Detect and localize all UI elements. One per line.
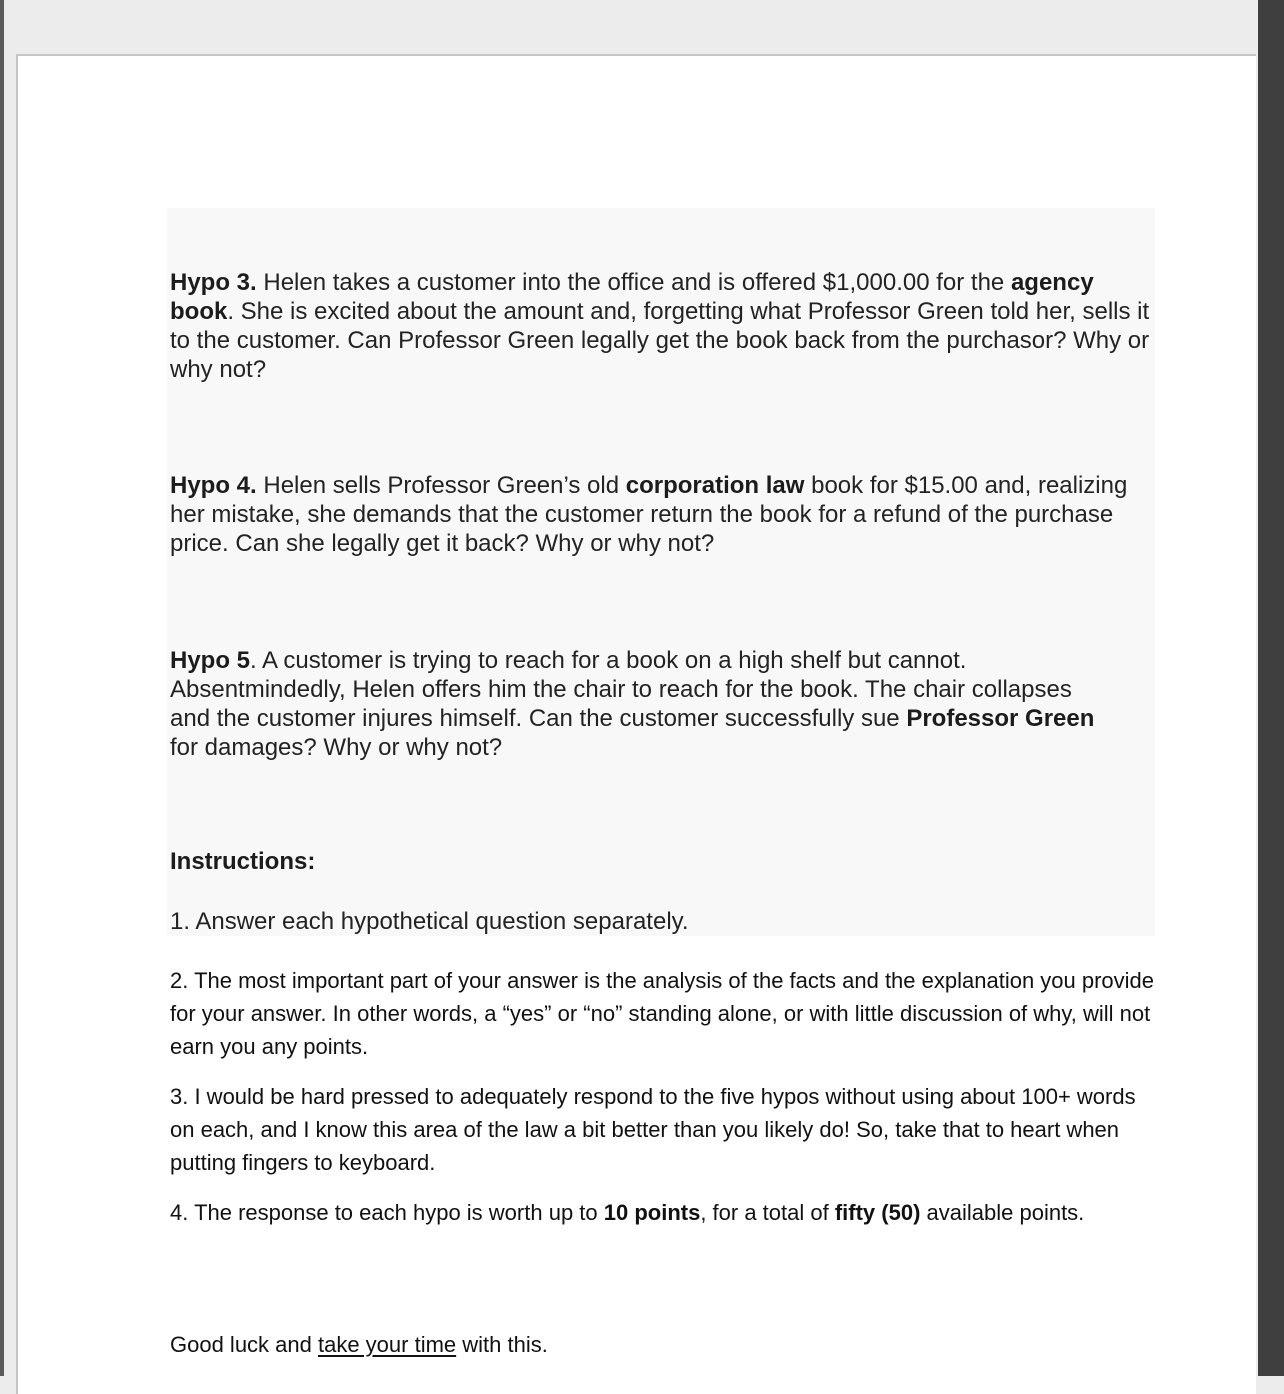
hypo-4-paragraph [170, 471, 1160, 558]
instruction-item-3: 3. I would be hard pressed to adequately respond to the five hypos without using about 100+ words on each, and I know this area of the law a bit better than you likely do! So, take that to heart when putting fingers to keyboard. [170, 1084, 1136, 1175]
item4-total: fifty (50) [834, 1200, 921, 1225]
item4-text-e: available points. [920, 1200, 1085, 1225]
item4-points: 10 points [603, 1200, 701, 1225]
hypo-4-text-b: book for $15.00 and, realizing her mistake, she demands that the customer return the book for a refund of the purchase price. Can she legally get it back? Why or why not? [170, 472, 1128, 557]
instructions-heading: Instructions: [170, 848, 316, 875]
closing-text-c: with this. [456, 1332, 548, 1357]
window-left-edge [0, 0, 4, 1376]
instruction-item-2: 2. The most important part of your answer is the analysis of the facts and the explanation you provide for your answer. In other words, a “yes” or “no” standing alone, or with little discussion of why, will not earn you any points. [170, 968, 1155, 1059]
closing-underlined: take your time [317, 1332, 457, 1357]
hypo-5-text-b: for damages? Why or why not? [170, 734, 503, 761]
instruction-item-4 [170, 1196, 1160, 1229]
hypo-5-text-a: . A customer is trying to reach for a book on a high shelf but cannot. Absentmindedly, Helen offers him the chair to reach for the book. The chair collapses and the customer injures himself. Can the customer successfully sue [170, 647, 1072, 732]
window-scrollbar-track[interactable] [1258, 0, 1284, 1376]
hypo-3-bold: agency book [170, 269, 1094, 325]
hypo-4-label: Hypo 4. [170, 472, 257, 499]
hypo-4-bold: corporation law [625, 472, 805, 499]
hypo-3-label: Hypo 3. [170, 269, 257, 296]
hypo-3-text-a: Helen takes a customer into the office and is offered $1,000.00 for the [256, 269, 1011, 296]
item4-text-a: 4. The response to each hypo is worth up to [170, 1200, 604, 1225]
instruction-item-1: 1. Answer each hypothetical question separately. [170, 908, 689, 935]
hypo-5-paragraph [170, 646, 1100, 762]
closing-text-a: Good luck and [170, 1332, 318, 1357]
hypo-3-text-b: . She is excited about the amount and, forgetting what Professor Green told her, sells it to the customer. Can Professor Green legally get the book back from the purchasor? Why or why not? [170, 298, 1150, 383]
item4-text-c: , for a total of [700, 1200, 835, 1225]
hypo-3-paragraph [170, 268, 1160, 384]
hypo-5-label: Hypo 5 [170, 647, 251, 674]
hypo-4-text-a: Helen sells Professor Green’s old [256, 472, 626, 499]
closing-line [170, 1332, 548, 1358]
hypo-5-bold: Professor Green [906, 705, 1095, 732]
